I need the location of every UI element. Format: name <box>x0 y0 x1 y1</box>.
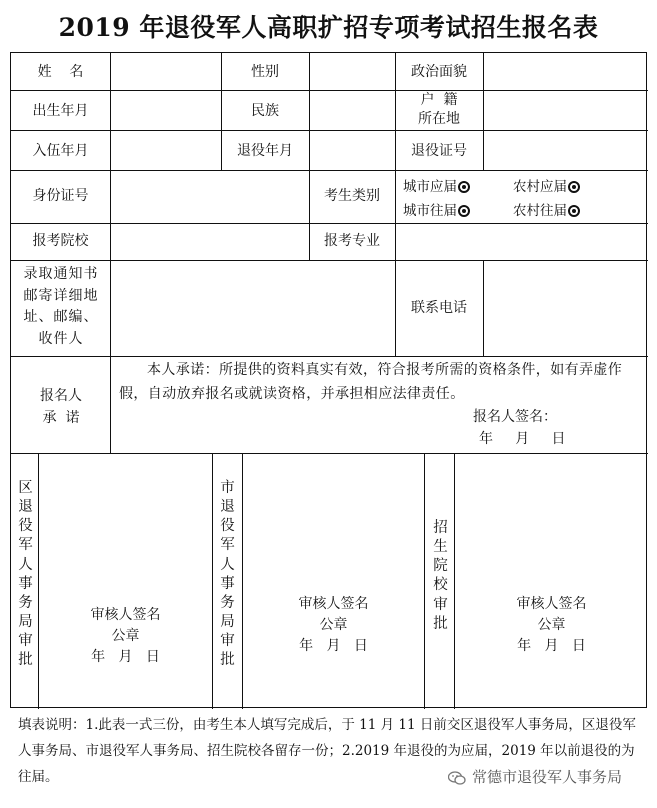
birth-date-label: 出生年月 <box>32 103 89 119</box>
household-label <box>395 91 483 129</box>
retire-cert-label: 退役证号 <box>411 143 467 159</box>
city-reviewer-label: 审核人签名 <box>298 596 369 612</box>
political-status-field[interactable] <box>484 53 648 90</box>
city-review-block <box>243 594 424 657</box>
pledge-signature: 报名人签名： <box>473 409 557 425</box>
city-review-label: 市退役军人事务局审批 <box>220 480 235 669</box>
city-seal-label: 公章 <box>319 617 348 633</box>
enlist-date-field[interactable] <box>111 131 221 170</box>
school-date-label: 年 月 日 <box>517 638 586 654</box>
option-rural-past-label: 农村往届 <box>513 203 567 219</box>
watermark <box>448 766 622 787</box>
city-date-label: 年 月 日 <box>299 638 368 654</box>
household-label-line1: 户 籍 <box>420 92 458 108</box>
mail-address-field[interactable] <box>111 261 395 356</box>
gender-field[interactable] <box>310 53 395 90</box>
registration-form-table <box>10 52 647 708</box>
pledge-date: 年 月 日 <box>479 431 566 447</box>
household-label-line2: 所在地 <box>418 111 460 127</box>
name-field[interactable] <box>111 53 221 90</box>
candidate-type-label: 考生类别 <box>324 188 380 204</box>
option-rural-past[interactable] <box>513 199 580 219</box>
radio-icon[interactable] <box>458 205 470 217</box>
major-field[interactable] <box>396 224 648 260</box>
ethnicity-label: 民族 <box>251 103 279 119</box>
id-number-field[interactable] <box>111 171 309 223</box>
option-rural-current-label: 农村应届 <box>513 179 567 195</box>
retire-date-field[interactable] <box>310 131 395 170</box>
phone-label: 联系电话 <box>411 300 467 316</box>
gender-label: 性别 <box>251 64 279 80</box>
wechat-icon <box>448 771 466 785</box>
school-review-block <box>455 594 648 657</box>
pledge-label: 报名人承 诺 <box>40 388 82 426</box>
household-field[interactable] <box>484 91 648 130</box>
watermark-text: 常德市退役军人事务局 <box>472 768 623 786</box>
option-rural-current[interactable] <box>513 175 580 195</box>
retire-cert-field[interactable] <box>484 131 648 170</box>
birth-date-field[interactable] <box>111 91 221 130</box>
district-review-block <box>39 605 212 668</box>
radio-icon[interactable] <box>458 181 470 193</box>
district-seal-label: 公章 <box>111 628 140 644</box>
pledge-text: 本人承诺：所提供的资料真实有效，符合报考所需的资格条件，如有弄虚作假，自动放弃报名或就读资格，并承担相应法律责任。 <box>119 362 623 402</box>
option-urban-current[interactable] <box>403 175 470 195</box>
school-review-label: 招生院校审批 <box>433 520 448 632</box>
ethnicity-field[interactable] <box>310 91 395 130</box>
form-title: 2019 年退役军人高职扩招专项考试招生报名表 <box>58 13 599 42</box>
school-seal-label: 公章 <box>537 617 566 633</box>
school-label: 报考院校 <box>32 233 89 249</box>
name-label: 姓 名 <box>37 64 84 80</box>
mail-address-label: 录取通知书邮寄详细地址、邮编、收件人 <box>23 266 99 347</box>
major-label: 报考专业 <box>324 233 380 249</box>
option-urban-current-label: 城市应届 <box>403 179 457 195</box>
id-number-label: 身份证号 <box>32 188 89 204</box>
retire-date-label: 退役年月 <box>237 143 293 159</box>
enlist-date-label: 入伍年月 <box>32 143 89 159</box>
district-reviewer-label: 审核人签名 <box>90 607 161 623</box>
district-date-label: 年 月 日 <box>91 649 160 665</box>
phone-field[interactable] <box>484 261 648 356</box>
form-instructions: 填表说明：1.此表一式三份，由考生本人填写完成后，于 11 月 11 日前交区退役军人事务局，区退役军人事务局、市退役军人事务局、招生院校各留存一份；2.2019 年退役的为应届，2019 年以前退役的为往届。 <box>18 717 636 785</box>
district-review-label: 区退役军人事务局审批 <box>18 480 33 669</box>
political-status-label: 政治面貌 <box>411 64 467 80</box>
school-field[interactable] <box>111 224 309 260</box>
option-urban-past[interactable] <box>403 199 470 219</box>
school-reviewer-label: 审核人签名 <box>516 596 587 612</box>
radio-icon[interactable] <box>568 181 580 193</box>
option-urban-past-label: 城市往届 <box>403 203 457 219</box>
radio-icon[interactable] <box>568 205 580 217</box>
